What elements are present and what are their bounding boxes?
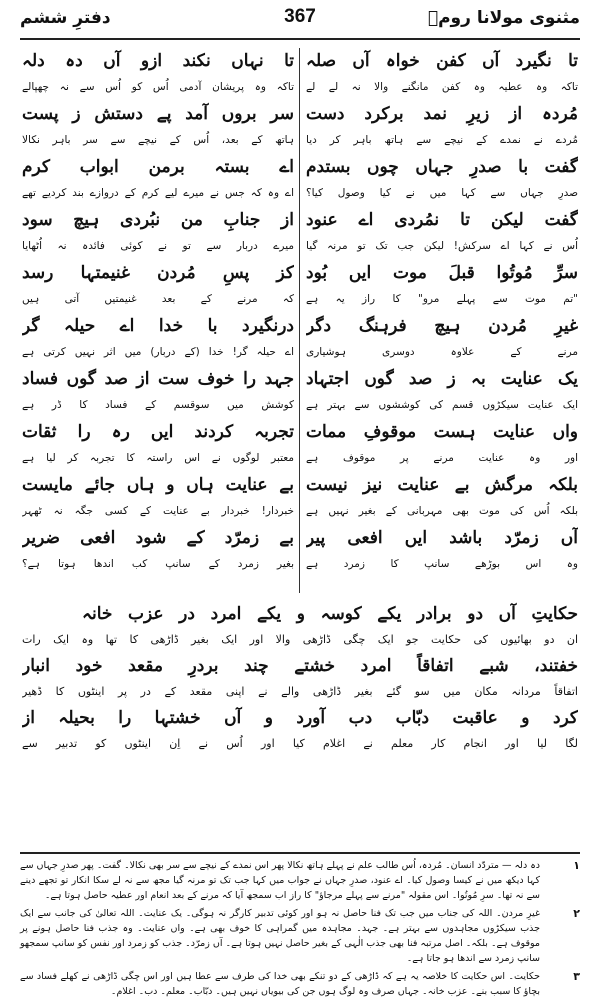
verse: یک عنایت بہ ز صد گوں اجتہاد [306, 369, 578, 389]
right-poem-column [306, 44, 578, 574]
verse: جہد را خوف ست از صد گوں فساد [22, 369, 294, 389]
verse: درنگیرد با خدا اے حیلہ گر [22, 316, 294, 336]
translation: کہ مرنے کے بعد غنیمتیں آتی ہیں [22, 293, 294, 305]
footnote-number: ٢ [573, 907, 580, 920]
translation: وہ اس بوڑھے سانپ کا زمرد ہے [306, 558, 578, 570]
column-divider [299, 48, 300, 593]
book-title: مثنوی مولانا رومؒ [427, 8, 580, 28]
verse: بے زمرّد کے شود افعی ضریر [22, 528, 294, 548]
story-translation: ان دو بھائیوں کی حکایت جو ایک چگی ڈاڑھی والا اور ایک بغیر ڈاڑھی کا تھا وہ ایک رات [22, 633, 578, 646]
translation: کوشش میں سوقسم کے فساد کا ڈر ہے [22, 399, 294, 411]
verse: مُردہ از زیرِ نمد برکرد دست [306, 104, 578, 124]
translation: بغیر زمرد کے سانپ کب اندھا ہوتا ہے؟ [22, 558, 294, 570]
verse: بلکہ مرگش بے عنایت نیز نیست [306, 475, 578, 495]
footnote [20, 858, 580, 903]
verse: گفت لیکن تا نمُردی اے عنود [306, 210, 578, 230]
footnote-text: حکایت۔ اس حکایت کا خلاصہ یہ ہے کہ ڈاڑھی کے دو تنکے بھی خدا کی طرف سے عطا ہیں اور اس چگی ڈاڑھی نے کھلے فساد سے بچاؤ کا سبب بنے۔ عزب خانہ۔ جہاں صرف وہ لوگ ہوں جن کی بیویاں نہیں ہیں۔ دبّاب۔ معلم۔ دب۔ اغلام۔ [20, 971, 540, 997]
footnotes [20, 858, 580, 1002]
translation: خبردار! خبردار بے عنایت کے کسی جگہ نہ ٹھہر [22, 505, 294, 517]
footnote [20, 906, 580, 966]
verse: اے بستہ برمن ابواب کرم [22, 157, 294, 177]
footnote-number: ١ [573, 859, 580, 872]
footnote-text: دہ دلہ — متردّد انسان۔ مُردہ، اُس طالب علم نے پہلے ہاتھ نکالا پھر اس نمدے کے نیچے سے سر بھی نکالا۔ گفت۔ پھر صدرِ جہاں سے کہا دیکھ میں نے کیسا وصول کیا۔ اے عنود، صدرِ جہاں نے جواب میں کہا جب تک تو مرنہ گیا مجھ سے نہ لے سکا انکار تو تجھے دینے سے نہ تھا۔ سرِ مُوتُوا۔ اس مقولہ "مرنے سے پہلے مرجاؤ" کا راز اب سمجھ آیا کہ مرنے کے بعد انعام اور عطیہ حاصل ہوتا ہے۔ [20, 860, 540, 901]
footnote [20, 969, 580, 999]
story-line: خفتند، شبے اتفاقاً امرد خشتے چند بردرِ مقعد خود انبار [22, 656, 578, 676]
story-line: کرد و عاقبت دبّاب دب آورد و آں خشتہا را بحیلہ از [22, 708, 578, 728]
verse: گفت با صدرِ جہاں چوں بستدم [306, 157, 578, 177]
translation: اے وہ کہ جس نے میرے لیے کرم کے دروازے بند کردیے تھے [22, 187, 294, 199]
translation: اے حیلہ گر! خدا (کے دربار) میں اثر نہیں کرتی ہے [22, 346, 294, 358]
verse: تا نگیرد آں کفن خواہ آں صلہ [306, 51, 578, 71]
translation: میرے دربار سے تو نے کوئی فائدہ نہ اُٹھایا [22, 240, 294, 252]
verse: آں زمرّد باشد ایں افعی پیر [306, 528, 578, 548]
verse: سر بروں آمد پے دستش ز پست [22, 104, 294, 124]
story-translation: لگا لیا اور انجام کار معلم نے اغلام کیا اور اُس نے اِن اینٹوں کو تدبیر سے [22, 737, 578, 750]
verse: تجربہ کردند ایں رہ را ثقات [22, 422, 294, 442]
left-poem-column [22, 44, 294, 574]
footnote-number: ٣ [573, 970, 580, 983]
translation: تاکہ وہ پریشان آدمی اُس کو اُس سے نہ چھپالے [22, 81, 294, 93]
header-rule [20, 38, 580, 40]
verse: غیرِ مُردن ہیچ فرہنگ دگر [306, 316, 578, 336]
page-header [20, 6, 580, 36]
footnote-text: غیرِ مردن۔ اللہ کی جناب میں جب تک فنا حاصل نہ ہو اور کوئی تدبیر کارگر نہ ہوگی۔ یک عنایت۔ اللہ تعالیٰ کی جانب سے ایک جذب سیکڑوں مجاہدوں سے بہتر ہے۔ جہد۔ مجاہدہ میں گمراہی کا خوف بھی ہے۔ واں عنایت۔ وہ جذب فنا حاصل ہونے پر موقوف ہے۔ بلکہ۔ اصل مرتبہ فنا بھی جذب الٰہی کے بغیر حاصل نہیں ہوتا ہے۔ آں زمرّد۔ جذب کو زمرد اور نفس کو سانپ سمجھو سانپ زمرد سے اندھا ہو جاتا ہے۔ [20, 908, 540, 964]
footnote-rule [20, 852, 580, 854]
translation: "تم موت سے پہلے مرو" کا راز یہ ہے [306, 293, 578, 305]
translation: اُس نے کہا اے سرکش! لیکن جب تک تو مرنہ گیا [306, 240, 578, 252]
verse: واں عنایت ہست موقوفِ ممات [306, 422, 578, 442]
translation: مرنے کے علاوہ دوسری ہوشیاری [306, 346, 578, 358]
verse: از جنابِ من نبُردی ہیچ سود [22, 210, 294, 230]
translation: معتبر لوگوں نے اس راستہ کا تجربہ کر لیا ہے [22, 452, 294, 464]
verse: کز پسِ مُردن غنیمتہا رسد [22, 263, 294, 283]
verse: بے عنایت ہاں و ہاں جائے مایست [22, 475, 294, 495]
story-heading-line: حکایتِ آں دو برادر یکے کوسہ و یکے امرد در عزب خانہ [82, 604, 578, 624]
volume-title: دفترِ ششم [20, 8, 111, 28]
verse: تا نہاں نکند ازو آں دہ دلہ [22, 51, 294, 71]
story-translation: اتفاقاً مردانہ مکان میں سو گئے بغیر ڈاڑھی والے نے اپنی مقعد کے در پر اینٹوں کا ڈھیر [22, 685, 578, 698]
verse: سرِّ مُوتُوا قبلَ موت ایں بُود [306, 263, 578, 283]
translation: مُردے نے نمدے کے نیچے سے ہاتھ باہر کر دیا [306, 134, 578, 146]
translation: صدرِ جہاں سے کہا میں نے کیا وصول کیا؟ [306, 187, 578, 199]
translation: اور وہ عنایت مرنے پر موقوف ہے [306, 452, 578, 464]
translation: بلکہ اُس کی موت بھی مہربانی کے بغیر نہیں ہے [306, 505, 578, 517]
translation: ہاتھ کے بعد، اُس کے نیچے سے سر باہر نکالا [22, 134, 294, 146]
page-number: 367 [284, 6, 316, 27]
translation: ایک عنایت سیکڑوں قسم کی کوششوں سے بہتر ہے [306, 399, 578, 411]
translation: تاکہ وہ عطیہ وہ کفن مانگنے والا نہ لے لے [306, 81, 578, 93]
story-section [22, 598, 578, 754]
